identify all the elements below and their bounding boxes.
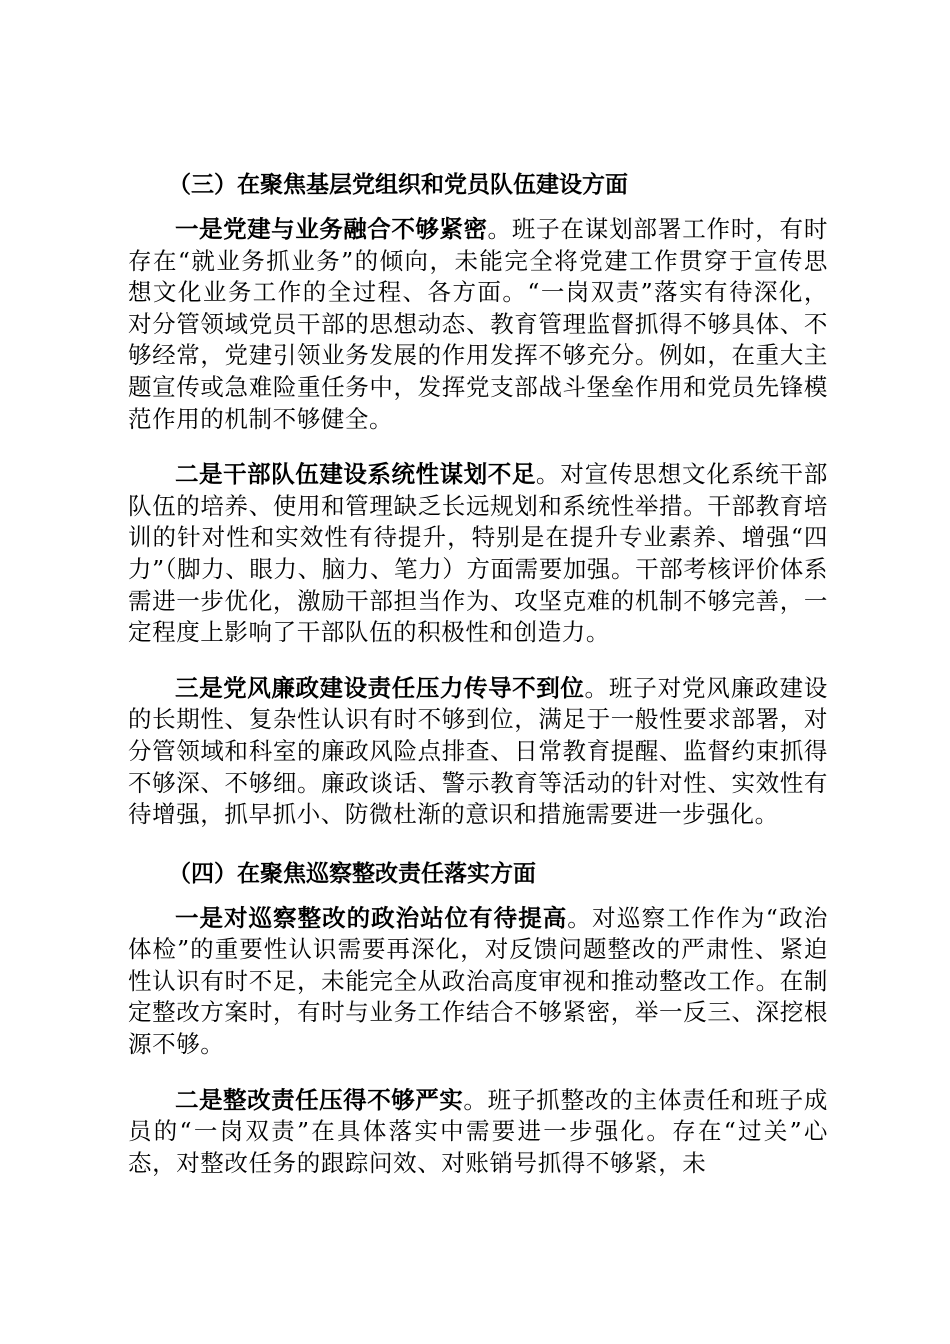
- paragraph-integrity-responsibility: [128, 673, 828, 831]
- document-body: [128, 166, 828, 1203]
- paragraph-body: 。班子对党风廉政建设的长期性、复杂性认识有时不够到位，满足于一般性要求部署，对分管领域和科室的廉政风险点排查、日常教育提醒、监督约束抓得不够深、不够细。廉政谈话、警示教育等活动的针对性、实效性有待增强，抓早抓小、防微杜渐的意识和措施需要进一步强化。: [128, 673, 828, 829]
- paragraph-lead: 二是整改责任压得不够严实: [175, 1085, 464, 1114]
- paragraph-lead: 一是党建与业务融合不够紧密: [175, 215, 488, 243]
- paragraph-body: 。对宣传思想文化系统干部队伍的培养、使用和管理缺乏长远规划和系统性举措。干部教育培训的针对性和实效性有待提升，特别是在提升专业素养、增强“四力”（脚力、眼力、脑力、笔力）方面需要加强。干部考核评价体系需进一步优化，激励干部担当作为、攻坚克难的机制不够完善，一定程度上影响了干部队伍的积极性和创造力。: [128, 460, 828, 647]
- paragraph-body: 。班子在谋划部署工作时，有时存在“就业务抓业务”的倾向，未能完全将党建工作贯穿于宣传思想文化业务工作的全过程、各方面。“一岗双责”落实有待深化，对分管领域党员干部的思想动态、教育管理监督抓得不够具体、不够经常，党建引领业务发展的作用发挥不够充分。例如，在重大主题宣传或急难险重任务中，发挥党支部战斗堡垒作用和党员先锋模范作用的机制不够健全。: [128, 215, 828, 433]
- section-heading-4: （四）在聚焦巡察整改责任落实方面: [168, 860, 536, 887]
- paragraph-party-business-integration: [128, 214, 828, 435]
- paragraph-cadre-team-building: [128, 459, 828, 649]
- paragraph-body: 。班子抓整改的主体责任和班子成员的“一岗双责”在具体落实中需要进一步强化。存在“过关”心态，对整改任务的跟踪问效、对账销号抓得不够紧，未: [128, 1085, 828, 1177]
- paragraph-lead: 一是对巡察整改的政治站位有待提高: [175, 903, 568, 932]
- paragraph-rectification-responsibility: [128, 1085, 828, 1180]
- paragraph-lead: 二是干部队伍建设系统性谋划不足: [175, 460, 536, 489]
- section-heading-3: （三）在聚焦基层党组织和党员队伍建设方面: [168, 172, 628, 198]
- paragraph-inspection-political-stance: [128, 903, 828, 1061]
- paragraph-body: 。对巡察工作作为“政治体检”的重要性认识需要再深化，对反馈问题整改的严肃性、紧迫性认识有时不足，未能完全从政治高度审视和推动整改工作。在制定整改方案时，有时与业务工作结合不够紧密，举一反三、深挖根源不够。: [128, 903, 828, 1059]
- paragraph-lead: 三是党风廉政建设责任压力传导不到位: [175, 673, 585, 702]
